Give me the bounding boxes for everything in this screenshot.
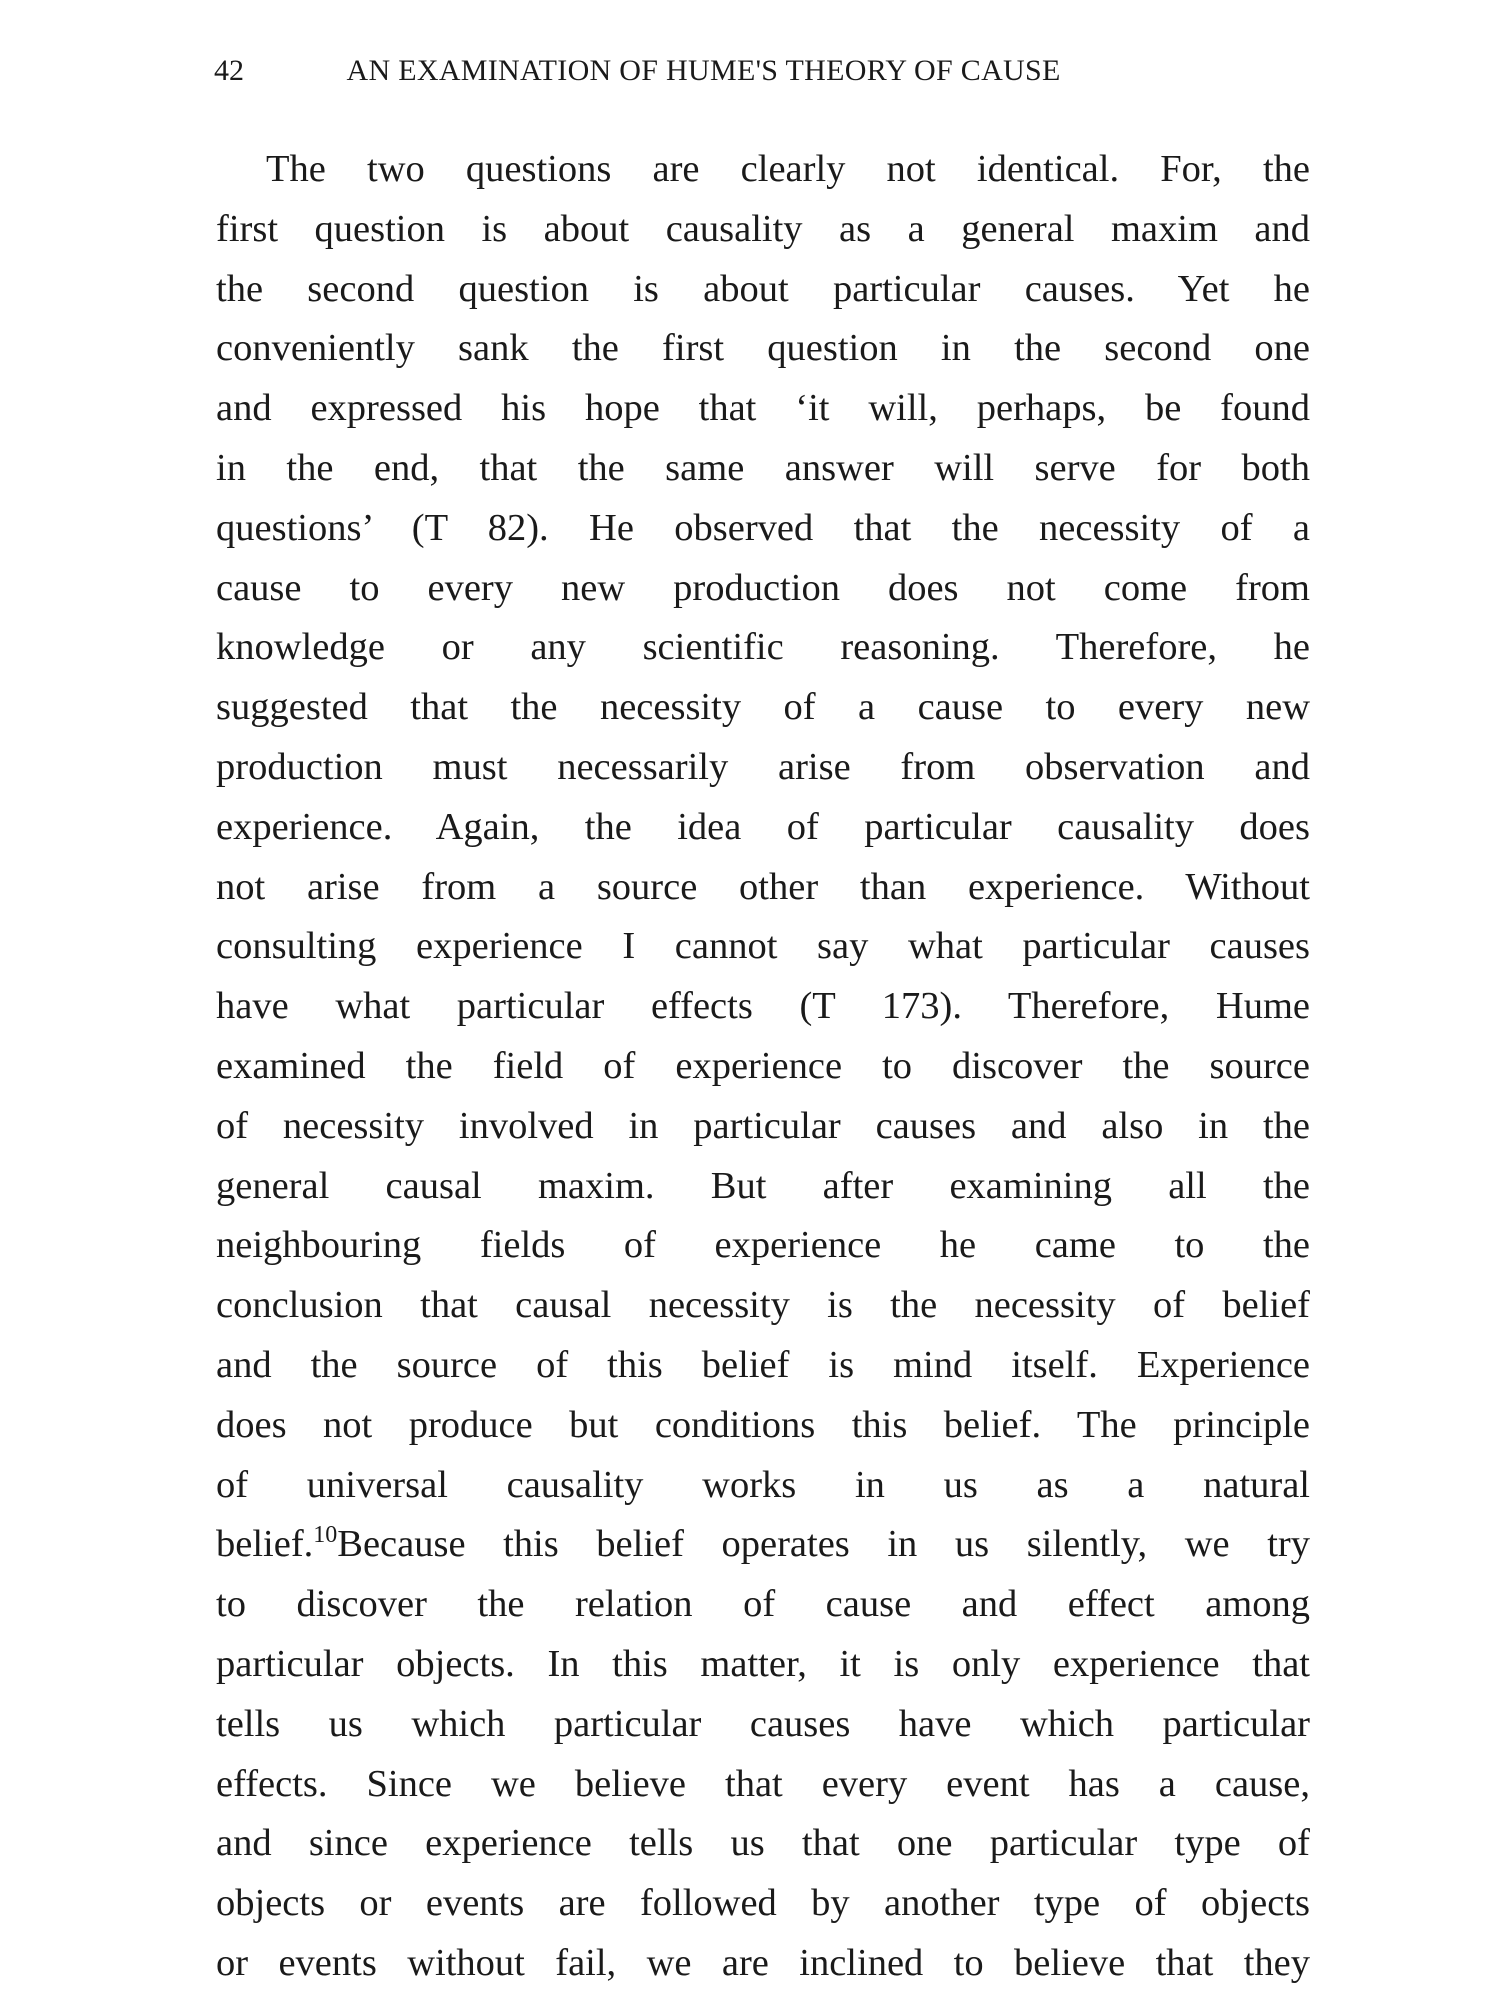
running-head [214, 46, 1314, 96]
text-line: particular objects. In this matter, it is only experience that [216, 1642, 1310, 1685]
footnote-text-line [216, 1515, 1310, 1575]
text-line: does not produce but conditions this belief. The principle [216, 1403, 1310, 1446]
text-fragment: Because this belief operates in us silently, we try [337, 1523, 1310, 1566]
text-line: have what particular effects (T 173). Therefore, Hume [216, 985, 1310, 1028]
text-line: conveniently sank the first question in the second one [216, 327, 1310, 370]
body-paragraph [216, 140, 1310, 1994]
text-line: general causal maxim. But after examining all the [216, 1164, 1310, 1207]
text-line: suggested that the necessity of a cause to every new [216, 686, 1310, 729]
page-number: 42 [214, 54, 244, 87]
text-line: tells us which particular causes have which particular [216, 1702, 1310, 1745]
running-title: AN EXAMINATION OF HUME'S THEORY OF CAUSE [346, 54, 1061, 87]
text-line: questions’ (T 82). He observed that the necessity of a [216, 506, 1310, 549]
text-line: and expressed his hope that ‘it will, perhaps, be found [216, 387, 1310, 430]
footnote-reference[interactable]: 10 [313, 1522, 338, 1549]
text-line: and since experience tells us that one particular type of [216, 1822, 1310, 1865]
text-line: of universal causality works in us as a natural [216, 1463, 1310, 1506]
text-line: of necessity involved in particular causes and also in the [216, 1104, 1310, 1147]
text-line: experience. Again, the idea of particular causality does [216, 805, 1310, 848]
text-line: production must necessarily arise from observation and [216, 745, 1310, 788]
text-line: knowledge or any scientific reasoning. Therefore, he [216, 626, 1310, 669]
text-line: to discover the relation of cause and effect among [216, 1583, 1310, 1626]
text-line: The two questions are clearly not identical. For, the [266, 148, 1310, 190]
text-line: consulting experience I cannot say what particular causes [216, 925, 1310, 968]
text-line: or events without fail, we are inclined to believe that they [216, 1941, 1310, 1984]
text-line: effects. Since we believe that every event has a cause, [216, 1762, 1310, 1805]
text-fragment: belief. [216, 1523, 314, 1566]
text-line: neighbouring fields of experience he came to the [216, 1224, 1310, 1267]
text-line: examined the field of experience to discover the source [216, 1044, 1310, 1087]
text-line: not arise from a source other than experience. Without [216, 865, 1310, 908]
text-line: the second question is about particular causes. Yet he [216, 267, 1310, 310]
text-line: and the source of this belief is mind itself. Experience [216, 1343, 1310, 1386]
text-line: conclusion that causal necessity is the necessity of belief [216, 1284, 1310, 1327]
text-line: first question is about causality as a general maxim and [216, 207, 1310, 250]
text-line: cause to every new production does not come from [216, 566, 1310, 609]
text-line: in the end, that the same answer will serve for both [216, 446, 1310, 489]
text-line: objects or events are followed by another type of objects [216, 1882, 1310, 1925]
